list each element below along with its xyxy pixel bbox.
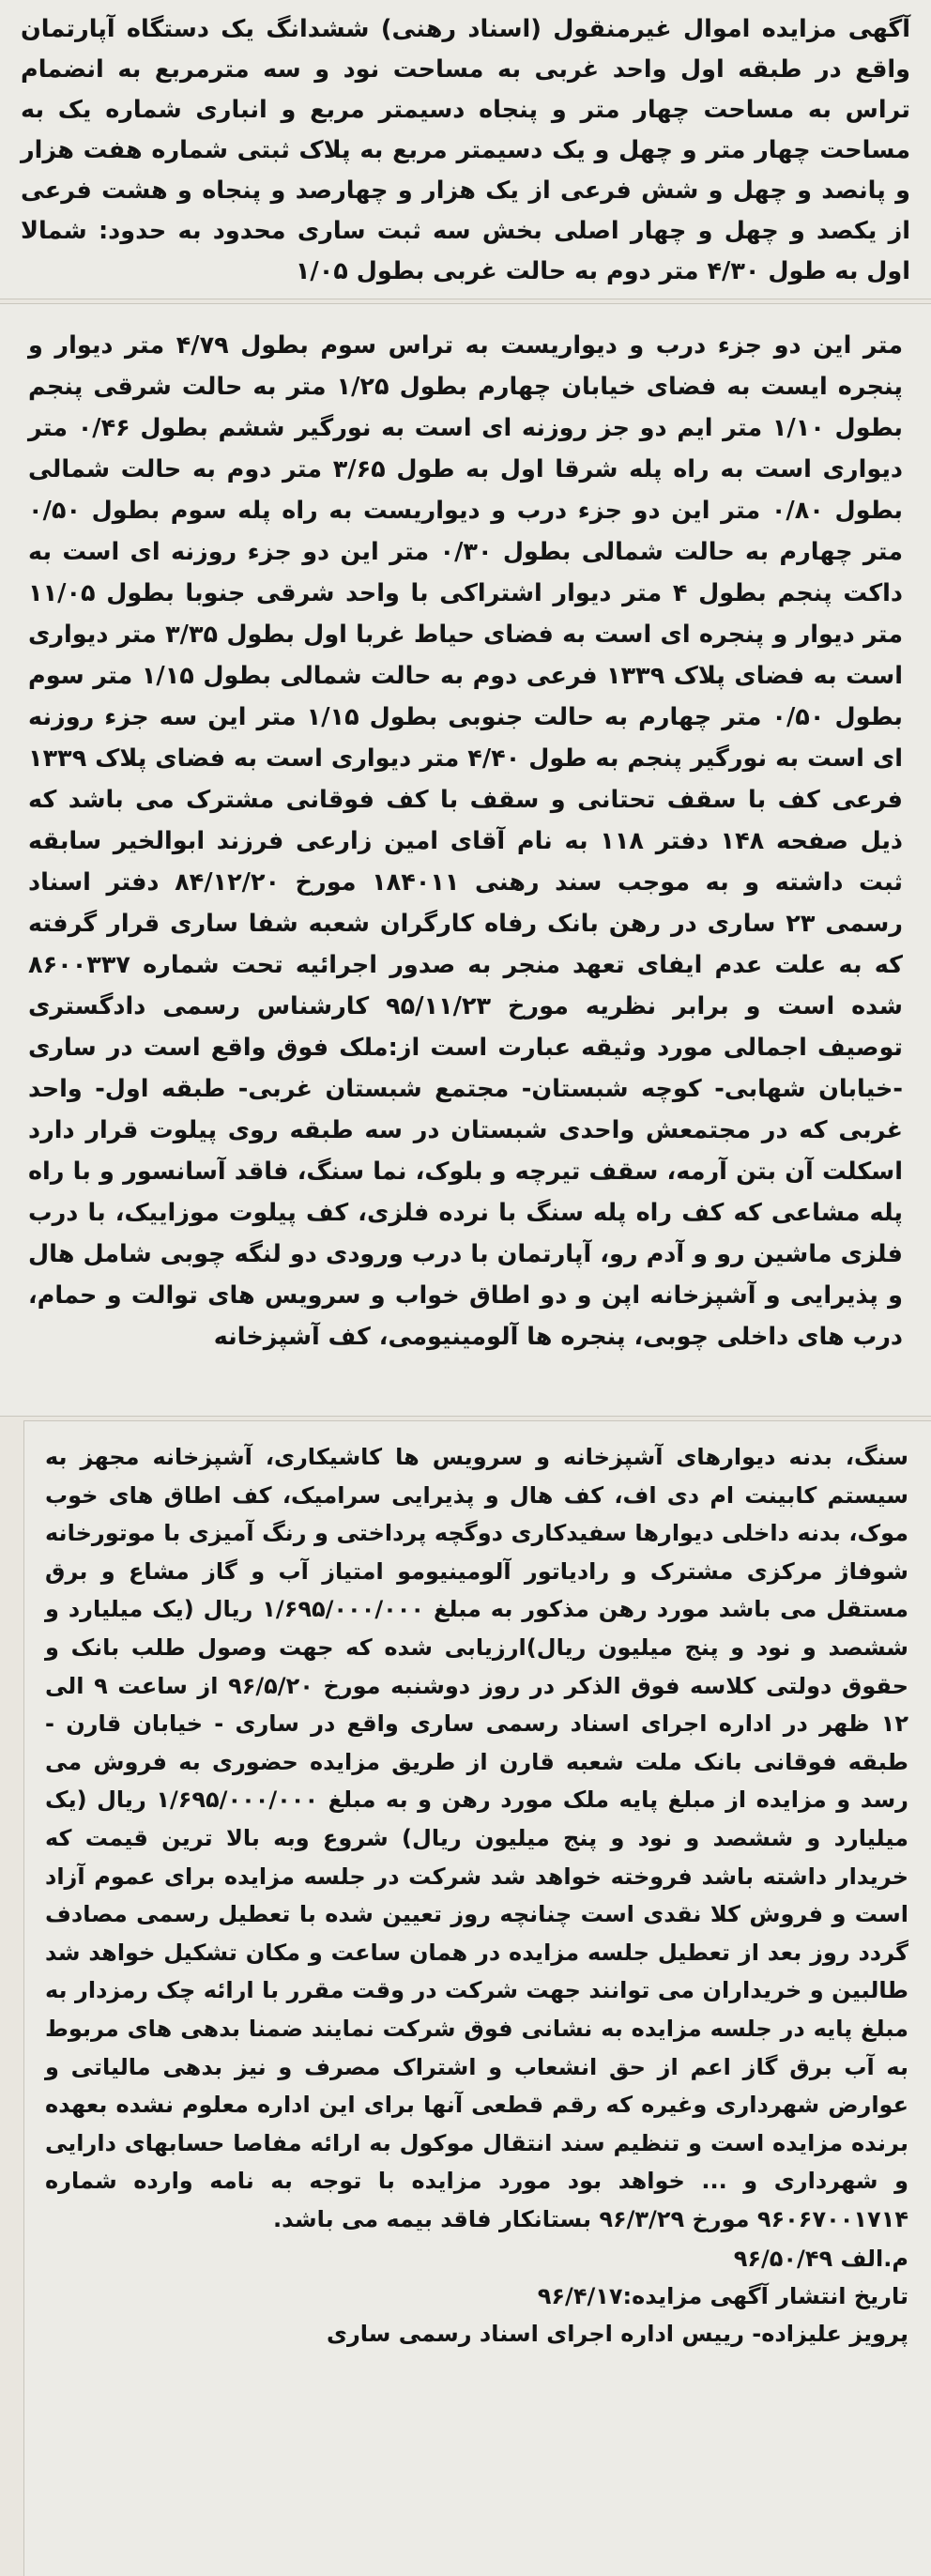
auction-notice-clip-bottom bbox=[24, 1421, 931, 2576]
notice-paragraph-1: آگهی مزایده اموال غیرمنقول (اسناد رهنی) ششدانگ یک دستگاه آپارتمان واقع در طبقه اول واحد غربی به مساحت نود و سه مترمربع به انضمام تراس به مساحت چهار متر و پنجاه دسیمتر مربع و انباری شماره یک به مساحت چهار متر و چهل و یک دسیمتر مربع به پلاک ثبتی شماره هفت هزار و پانصد و چهل و شش فرعی از یک هزار و چهارصد و پنجاه و هشت فرعی از یکصد و چهل و چهار اصلی بخش سه ثبت ساری محدود به حدود: شمالا اول به طول ۴/۳۰ متر دوم به حالت غربی بطول ۱/۰۵ bbox=[21, 15, 910, 285]
auction-notice-clip-top bbox=[0, 0, 931, 299]
notice-reference: م.الف ۹۶/۵۰/۴۹ bbox=[733, 2246, 908, 2273]
auction-notice-clip-middle bbox=[0, 304, 931, 1416]
signatory: پرویز علیزاده- رییس اداره اجرای اسناد رسمی ساری bbox=[326, 2321, 908, 2348]
notice-signature-block bbox=[45, 2240, 908, 2353]
publish-date: تاریخ انتشار آگهی مزایده:۹۶/۴/۱۷ bbox=[537, 2283, 908, 2310]
notice-paragraph-3: سنگ، بدنه دیوارهای آشپزخانه و سرویس ها کاشیکاری، آشپزخانه مجهز به سیستم کابینت ام دی اف، کف هال و پذیرایی سرامیک، کف اطاق های خوب موک، بدنه داخلی دیوارها سفیدکاری دوگچه پرداختی و رنگ آمیزی با موتورخانه شوفاژ مرکزی مشترک و رادیاتور آلومینیومو امتیاز آب و گاز مشاع و برق مستقل می باشد مورد رهن مذکور به مبلغ ۱/۶۹۵/۰۰۰/۰۰۰ ریال (یک میلیارد و ششصد و نود و پنج میلیون ریال)ارزیابی شده که جهت وصول طلب بانک و حقوق دولتی کلاسه فوق الذکر در روز دوشنبه مورخ ۹۶/۵/۲۰ از ساعت ۹ الی ۱۲ ظهر در اداره اجرای اسناد رسمی ساری واقع در ساری - خیابان قارن - طبقه فوقانی بانک ملت شعبه قارن از طریق مزایده حضوری به فروش می رسد و مزایده از مبلغ پایه ملک مورد رهن و به مبلغ ۱/۶۹۵/۰۰۰/۰۰۰ ریال (یک میلیارد و ششصد و نود و پنج میلیون ریال) شروع وبه بالا ترین قیمت که خریدار داشته باشد فروخته خواهد شد شرکت در جلسه مزایده برای عموم آزاد است و فروش کلا نقدی است چنانچه روز تعیین شده با تعطیل رسمی مصادف گردد روز بعد از تعطیل جلسه مزایده در همان ساعت و مکان تشکیل خواهد شد طالبین و خریداران می توانند جهت شرکت در وقت مقرر با ارائه چک رمزدار به مبلغ پایه در جلسه مزایده به نشانی فوق شرکت نمایند ضمنا بدهی های مربوط به آب برق گاز اعم از حق انشعاب و اشتراک مصرف و نیز بدهی مالیاتی و عوارض شهرداری وغیره که رقم قطعی آنها برای این اداره معلوم نشده بعهده برنده مزایده است و تنظیم سند انتقال موکول به ارائه مفاصا حسابهای دارایی و شهرداری و ... خواهد بود مورد مزایده با توجه به نامه وارده شماره ۹۶۰۶۷۰۰۱۷۱۴ مورخ ۹۶/۳/۲۹ بستانکار فاقد بیمه می باشد. bbox=[45, 1444, 909, 2232]
notice-paragraph-2: متر این دو جزء درب و دیواریست به تراس سوم بطول ۴/۷۹ متر دیوار و پنجره ایست به فضای خیابان چهارم بطول ۱/۲۵ متر به حالت شرقی پنجم بطول ۱/۱۰ متر ایم دو جز روزنه ای است به نورگیر ششم بطول ۰/۴۶ متر دیواری است به راه پله شرقا اول به طول ۳/۶۵ متر دوم به حالت شمالی بطول ۰/۸۰ متر این دو جزء درب و دیواریست به راه پله سوم بطول ۰/۵۰ متر چهارم به حالت شمالی بطول ۰/۳۰ متر این دو جزء روزنه ای است به داکت پنجم بطول ۴ متر دیوار اشتراکی با واحد شرقی جنوبا بطول ۱۱/۰۵ متر دیوار و پنجره ای است به فضای حیاط غربا اول بطول ۳/۳۵ متر دیواری است به فضای پلاک ۱۳۳۹ فرعی دوم به حالت شمالی بطول ۱/۱۵ متر سوم بطول ۰/۵۰ متر چهارم به حالت جنوبی بطول ۱/۱۵ متر این سه جزء روزنه ای است به نورگیر پنجم به طول ۴/۴۰ متر دیواری است به فضای پلاک ۱۳۳۹ فرعی کف با سقف تحتانی و سقف با کف فوقانی مشترک می باشد که ذیل صفحه ۱۴۸ دفتر ۱۱۸ به نام آقای امین زارعی فرزند ابوالخیر سابقه ثبت داشته و به موجب سند رهنی ۱۸۴۰۱۱ مورخ ۸۴/۱۲/۲۰ دفتر اسناد رسمی ۲۳ ساری در رهن بانک رفاه کارگران شعبه شفا ساری قرار گرفته که به علت عدم ایفای تعهد منجر به صدور اجرائیه تحت شماره ۸۶۰۰۳۳۷ شده است و برابر نظریه مورخ ۹۵/۱۱/۲۳ کارشناس رسمی دادگستری توصیف اجمالی مورد وثیقه عبارت است از:ملک فوق واقع است در ساری -خیابان شهابی- کوچه شبستان- مجتمع شبستان غربی- طبقه اول- واحد غربی که در مجتمعش واحدی شبستان در سه طبقه روی پیلوت قرار دارد اسکلت آن بتن آرمه، سقف تیرچه و بلوک، نما سنگ، فاقد آسانسور و با راه پله مشاعی که کف راه پله سنگ با نرده فلزی، کف پیلوت موزاییک، با درب فلزی ماشین رو و آدم رو، آپارتمان با درب ورودی دو لنگه چوبی شامل هال و پذیرایی و آشپزخانه اپن و دو اطاق خواب و سرویس های توالت و حمام، درب های داخلی چوبی، پنجره ها آلومینیومی، کف آشپزخانه bbox=[28, 331, 904, 1351]
